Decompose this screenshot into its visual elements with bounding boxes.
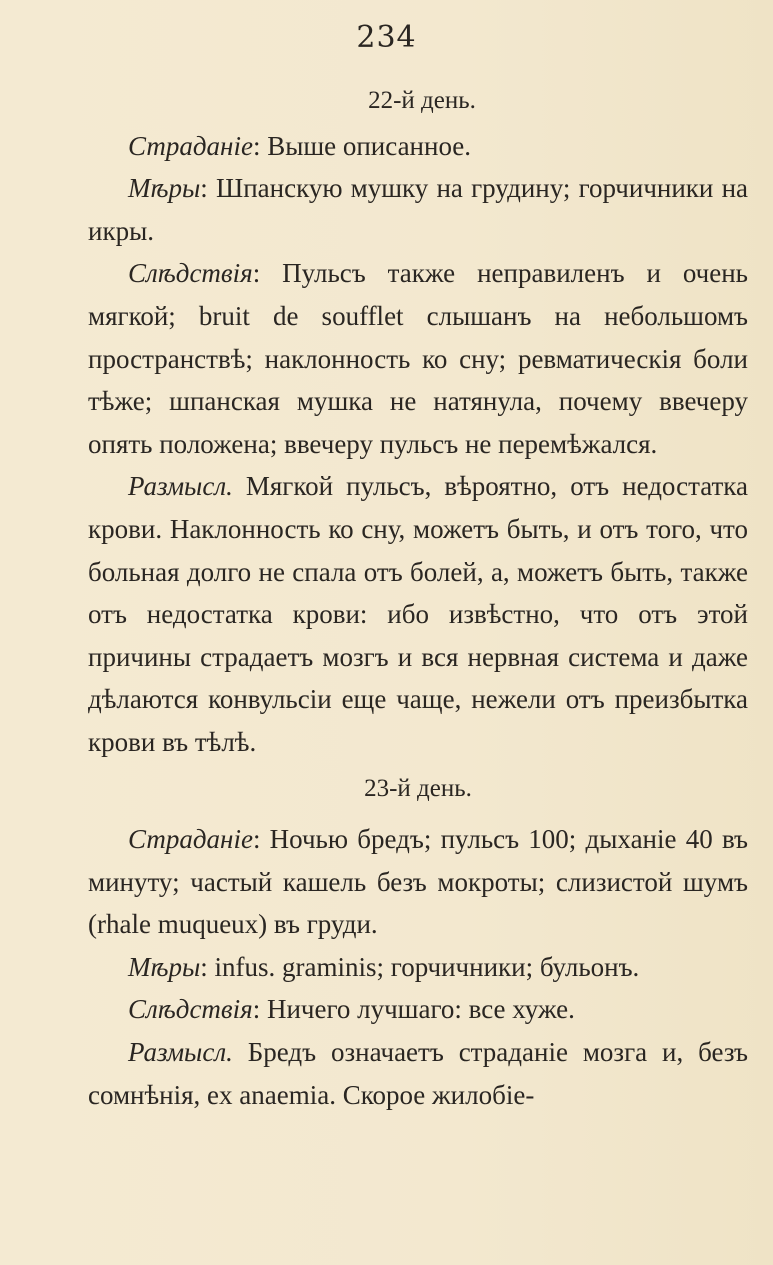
consequences-label: Слѣдствія — [128, 258, 253, 289]
suffering-label: Страданіе — [128, 824, 253, 855]
day-23-heading: 23-й день. — [364, 774, 472, 802]
reflection-text: Бредъ означаетъ страданіе мозга и, безъ сомнѣнія, ex anaemia. Скорое жилобіе- — [88, 1037, 748, 1110]
suffering-text: : Ночью бредъ; пульсъ 100; дыханіе 40 въ минуту; частый кашель безъ мокроты; слизистой шумъ (rhale muqueux) въ груди. — [88, 824, 748, 940]
consequences-text: : Ничего лучшаго: все хуже. — [252, 994, 575, 1025]
day-23-measures — [88, 946, 748, 989]
page-body — [88, 80, 748, 1116]
reflection-label: Размысл. — [128, 471, 233, 502]
day-22-measures — [88, 167, 748, 252]
day-22-consequences — [88, 252, 748, 465]
consequences-text: : Пульсъ также неправиленъ и очень мягкой; bruit de soufflet слышанъ на небольшомъ пространствѣ; наклонность ко сну; ревматическія боли тѣже; шпанская мушка не натянула, почему ввечеру опять положена; ввечеру пульсъ не перемѣжался. — [88, 258, 748, 459]
reflection-text: Мягкой пульсъ, вѣроятно, отъ недостатка крови. Наклонность ко сну, можетъ быть, и отъ того, что больная долго не спала отъ болей, а, можетъ быть, также отъ недостатка крови: ибо извѣстно, что отъ этой причины страдаетъ мозгъ и вся нервная система и даже дѣлаются конвульсіи еще чаще, нежели отъ преизбытка крови въ тѣлѣ. — [88, 471, 748, 757]
consequences-label: Слѣдствія — [128, 994, 253, 1025]
measures-label: Мѣры — [128, 173, 201, 204]
measures-text: : Шпанскую мушку на грудину; горчичники на икры. — [88, 173, 748, 246]
day-22-reflection — [88, 465, 748, 763]
reflection-label: Размысл. — [128, 1037, 233, 1068]
measures-text: : infus. graminis; горчичники; бульонъ. — [200, 951, 640, 982]
day-22-heading: 22-й день. — [368, 87, 476, 114]
suffering-label: Страданіе — [128, 130, 253, 161]
day-23-consequences — [88, 988, 748, 1031]
day-23-suffering — [88, 818, 748, 946]
day-23-reflection — [88, 1031, 748, 1116]
suffering-text: : Выше описанное. — [252, 130, 472, 161]
day-22-suffering — [88, 125, 748, 168]
measures-label: Мѣры — [128, 951, 201, 982]
page-number: 234 — [356, 20, 417, 55]
